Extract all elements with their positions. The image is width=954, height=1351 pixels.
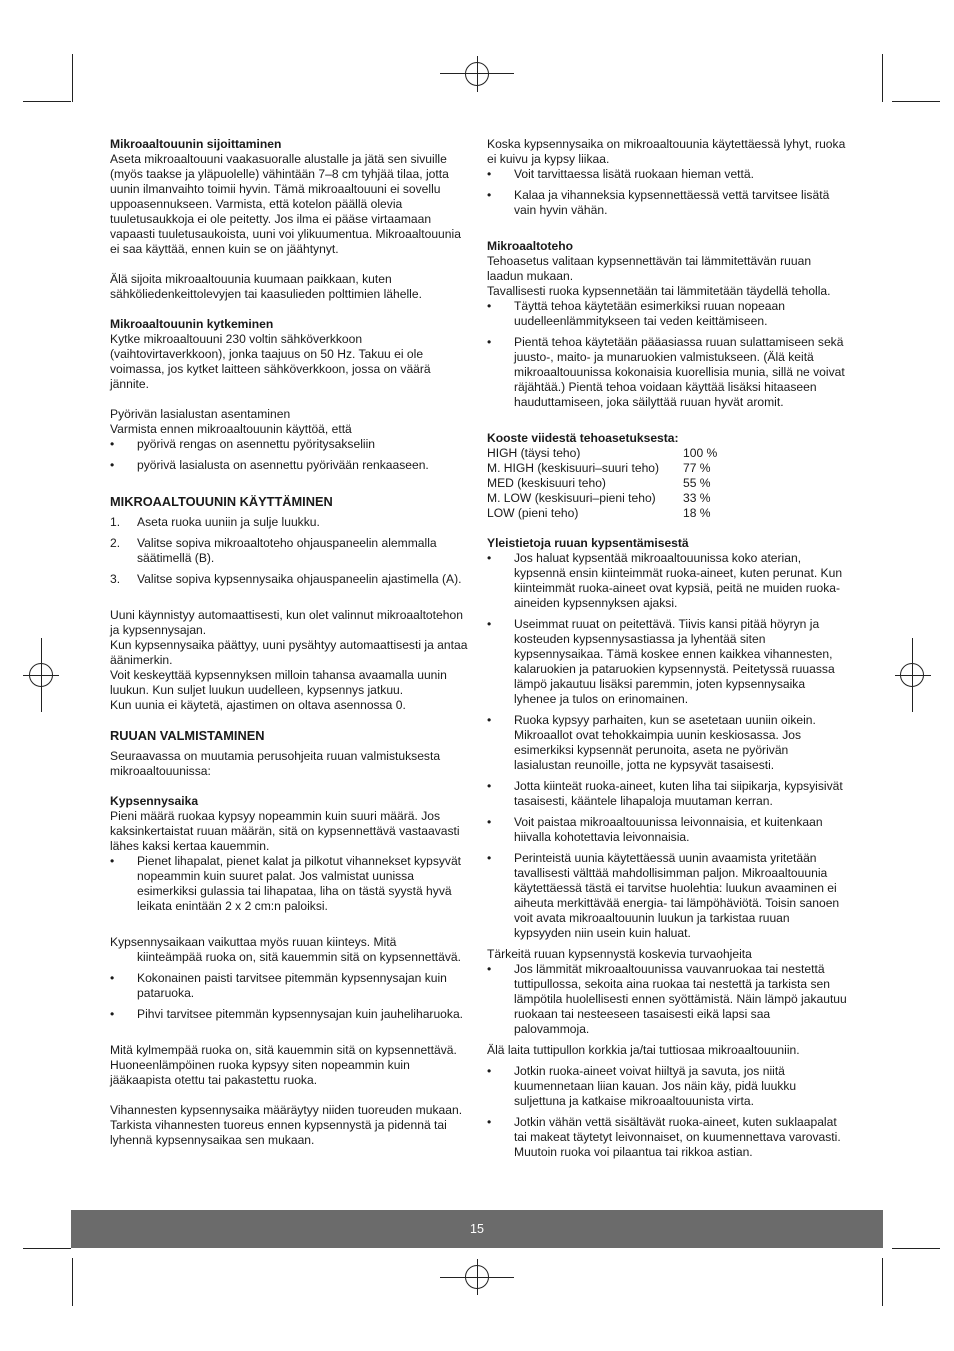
list-number: 2. bbox=[110, 536, 121, 550]
paragraph: Tärkeitä ruuan kypsennystä koskevia turvaohjeita bbox=[487, 947, 752, 961]
section-heading: Yleistietoja ruuan kypsentämisestä bbox=[487, 536, 689, 550]
bullet-list bbox=[487, 167, 847, 218]
power-label: HIGH (täysi teho) bbox=[487, 446, 581, 460]
paragraph: Varmista ennen mikroaaltouunin käyttöä, että bbox=[110, 422, 352, 436]
paragraph: Tehoasetus valitaan kypsennettävän tai lämmitettävän ruuan laadun mukaan. bbox=[487, 254, 812, 283]
bullet-list bbox=[110, 854, 470, 914]
bullet-list bbox=[487, 962, 847, 1037]
list-item: • Jotta kiinteät ruoka-aineet, kuten liha tai siipikarja, kypsyisivät tasaisesti, kääntele lihapaloja muutaman kerran. bbox=[487, 779, 847, 809]
list-item: • Jotkin ruoka-aineet voivat hiiltyä ja savuta, jos niitä kuumennetaan liian kauan. Jos näin käy, pidä luukku suljettuna ja katkaise mikroaaltouunista virta. bbox=[487, 1064, 847, 1109]
paragraph: Pyörivän lasialustan asentaminen bbox=[110, 407, 291, 421]
page-number: 15 bbox=[470, 1222, 484, 1236]
paragraph: Pieni määrä ruokaa kypsyy nopeammin kuin suuri määrä. Jos kaksinkertaistat ruuan määrän, sitä on kypsennettävä vastaavasti lähes kaksi kertaa kauemmin. bbox=[110, 809, 460, 853]
power-value: 33 % bbox=[683, 491, 711, 505]
right-column bbox=[487, 137, 847, 1166]
list-item: • Kokonainen paisti tarvitsee pitemmän kypsennysajan kuin pataruoka. bbox=[110, 971, 470, 1001]
list-text: Valitse sopiva mikroaaltoteho ohjauspaneelin alemmalla säätimellä (B). bbox=[137, 536, 437, 565]
list-item: • Jos lämmität mikroaaltouunissa vauvanruokaa tai nestettä tuttipullossa, sekoita aina ruokaa tai nestettä ja tarkista sen lämpötila huolellisesti ennen syöttämistä. Näin lämpö jakautuu ruokaan tai nesteeseen tasaisesti eikä lapsi saa palovammoja. bbox=[487, 962, 847, 1037]
numbered-list bbox=[110, 515, 470, 587]
section-heading: Kypsennysaika bbox=[110, 794, 199, 808]
list-text: Aseta ruoka uuniin ja sulje luukku. bbox=[137, 515, 320, 529]
main-heading: MIKROAALTOUUNIN KÄYTTÄMINEN bbox=[110, 494, 333, 509]
paragraph: Aseta mikroaaltouuni vaakasuoralle alustalle ja jätä sen sivuille (myös taakse ja yläpuolelle) vähintään 7–8 cm tyhjää tilaa, jotta uunin ilmanvaihto toimii hyvin. Tämä mikroaaltouuni ei sovellu uppoasennukseen. Varmista, että kotelon päällä olevia tuuletusaukkoja ei ole peitetty. Jos ilma ei pääse virtaamaan vapaasti tuuletusaukoista, uuni voi ylikuumentua. Mikroaaltouunia ei saa käyttää, ennen kuin se on jäähtynyt. bbox=[110, 152, 461, 256]
paragraph: kiinteämpää ruoka on, sitä kauemmin sitä on kypsennettävä. bbox=[137, 950, 462, 964]
list-item: • Kalaa ja vihanneksia kypsennettäessä vettä tarvitsee lisätä vain hyvin vähän. bbox=[487, 188, 847, 218]
table-row bbox=[487, 506, 717, 521]
list-item: • pyörivä rengas on asennettu pyöritysakseliin bbox=[110, 437, 470, 452]
paragraph: Älä laita tuttipullon korkkia ja/tai tuttiosaa mikroaaltouuniin. bbox=[487, 1043, 800, 1057]
power-label: M. HIGH (keskisuuri–suuri teho) bbox=[487, 461, 660, 475]
power-value: 100 % bbox=[683, 446, 718, 460]
list-item: • Ruoka kypsyy parhaiten, kun se asetetaan uuniin oikein. Mikroaallot ovat tehokkaimpia uunin keskiosassa. Jos esimerkiksi kypsennät perunoita, aseta ne pyörivän lasialustan reunoille, jotta ne kypsyvät tasaisesti. bbox=[487, 713, 847, 773]
paragraph: Voit keskeyttää kypsennyksen milloin tahansa avaamalla uunin luukun. Kun suljet luukun uudelleen, kypsennys jatkuu. bbox=[110, 668, 447, 697]
list-item bbox=[110, 515, 470, 530]
list-item: • Voit tarvittaessa lisätä ruokaan hieman vettä. bbox=[487, 167, 847, 182]
list-number: 3. bbox=[110, 572, 121, 586]
power-value: 55 % bbox=[683, 476, 711, 490]
power-value: 18 % bbox=[683, 506, 711, 520]
list-text: Valitse sopiva kypsennysaika ohjauspaneelin ajastimella (A). bbox=[137, 572, 462, 586]
section-heading: Mikroaaltouunin kytkeminen bbox=[110, 317, 274, 331]
bullet-list bbox=[110, 437, 470, 473]
paragraph: Kun kypsennysaika päättyy, uuni pysähtyy automaattisesti ja antaa äänimerkin. bbox=[110, 638, 468, 667]
list-item: • Pientä tehoa käytetään pääasiassa ruuan sulattamiseen sekä juusto-, maito- ja munaruokien valmistukseen. (Älä keitä mikroaaltouunissa kokonaisia kuorellisia munia, sillä ne voivat räjähtää.) Pientä tehoa voidaan käyttää lisäksi hitaaseen hauduttamiseen, joka säilyttää ruuan hyvät aromit. bbox=[487, 335, 847, 410]
power-table bbox=[487, 446, 717, 521]
list-item: • Pihvi tarvitsee pitemmän kypsennysajan kuin jauheliharuoka. bbox=[110, 1007, 470, 1022]
list-item bbox=[110, 572, 470, 587]
power-label: MED (keskisuuri teho) bbox=[487, 476, 606, 490]
paragraph: Kypsennysaikaan vaikuttaa myös ruuan kiinteys. Mitä bbox=[110, 935, 397, 949]
table-row bbox=[487, 461, 717, 476]
list-item: • Useimmat ruuat on peitettävä. Tiivis kansi pitää höyryn ja kosteuden kypsennysastiassa ja lyhentää siten kypsennysaikaa. Tämä koskee ennen kaikkea vihannesten, kalaruokien ja pataruokien kypsennystä. Peitetyssä ruuassa lämpö jakautuu lisäksi paremmin, joten kypsennysaika lyhenee ja tulos on erinomainen. bbox=[487, 617, 847, 707]
bullet-list bbox=[110, 971, 470, 1022]
bullet-list bbox=[487, 299, 847, 410]
table-row bbox=[487, 446, 717, 461]
list-item: • Voit paistaa mikroaaltouunissa leivonnaisia, et kuitenkaan hiivalla kohotettavia leivonnaisia. bbox=[487, 815, 847, 845]
paragraph: Älä sijoita mikroaaltouunia kuumaan paikkaan, kuten sähköliedenkeittolevyjen tai kaasulieden polttimien lähelle. bbox=[110, 272, 422, 301]
paragraph: Mitä kylmempää ruoka on, sitä kauemmin sitä on kypsennettävä. Huoneenlämpöinen ruoka kypsyy siten nopeammin kuin jääkaapista otettu tai pakastettu ruoka. bbox=[110, 1043, 457, 1087]
section-heading: Mikroaaltoteho bbox=[487, 239, 574, 253]
table-row bbox=[487, 476, 717, 491]
list-item: • Täyttä tehoa käytetään esimerkiksi ruuan nopeaan uudelleenlämmitykseen tai veden keittämiseen. bbox=[487, 299, 847, 329]
list-item bbox=[110, 536, 470, 566]
list-item: • Jos haluat kypsentää mikroaaltouunissa koko aterian, kypsennä ensin kiinteimmät ruoka-aineet, kuten perunat. Kun kiinteimmät ruoka-aineet ovat kypsiä, peitä ne muiden ruoka-aineiden kypsennyksen ajaksi. bbox=[487, 551, 847, 611]
list-item: • Jotkin vähän vettä sisältävät ruoka-aineet, kuten suklaapalat tai makeat täytetyt leivonnaiset, on kuumennettava varovasti. Muutoin ruoka voi pilaantua tai rikkoa astian. bbox=[487, 1115, 847, 1160]
paragraph: Seuraavassa on muutamia perusohjeita ruuan valmistuksesta mikroaaltouunissa: bbox=[110, 749, 441, 778]
bullet-list bbox=[487, 1064, 847, 1160]
left-column bbox=[110, 137, 470, 1148]
list-item: • pyörivä lasialusta on asennettu pyörivään renkaaseen. bbox=[110, 458, 470, 473]
list-item: • Perinteistä uunia käytettäessä uunin avaamista yritetään tavallisesti välttää mahdollisimman paljon. Mikroaaltouunia käytettäessä tästä ei tarvitse huolehtia: luukun avaaminen ei aiheuta merkittävää energia- tai lämpöhäviötä. Toisin sanoen voit avata mikroaaltouunin luukun ja tarkistaa ruuan kypsyyden niin usein kuin haluat. bbox=[487, 851, 847, 941]
list-item: • Pienet lihapalat, pienet kalat ja pilkotut vihannekset kypsyvät nopeammin kuin suuret palat. Jos valmistat uunissa esimerkiksi gulassia tai lihapataa, liha on tästä syystä hyvä leikata enintään 2 x 2 cm:n paloiksi. bbox=[110, 854, 470, 914]
bullet-list bbox=[487, 551, 847, 941]
paragraph: Kun uunia ei käytetä, ajastimen on oltava asennossa 0. bbox=[110, 698, 406, 712]
power-label: LOW (pieni teho) bbox=[487, 506, 579, 520]
table-row bbox=[487, 491, 717, 506]
paragraph: Tavallisesti ruoka kypsennetään tai lämmitetään täydellä teholla. bbox=[487, 284, 831, 298]
main-heading: RUUAN VALMISTAMINEN bbox=[110, 728, 265, 743]
section-heading: Mikroaaltouunin sijoittaminen bbox=[110, 137, 282, 151]
power-value: 77 % bbox=[683, 461, 711, 475]
paragraph: Vihannesten kypsennysaika määräytyy niiden tuoreuden mukaan. Tarkista vihannesten tuoreus ennen kypsennystä ja pidennä tai lyhennä kypsennysaikaa sen mukaan. bbox=[110, 1103, 463, 1147]
paragraph: Uuni käynnistyy automaattisesti, kun olet valinnut mikroaaltotehon ja kypsennysajan. bbox=[110, 608, 463, 637]
list-number: 1. bbox=[110, 515, 121, 529]
power-label: M. LOW (keskisuuri–pieni teho) bbox=[487, 491, 656, 505]
paragraph: Koska kypsennysaika on mikroaaltouunia käytettäessä lyhyt, ruoka ei kuivu ja kypsy liikaa. bbox=[487, 137, 846, 166]
section-heading: Kooste viidestä tehoasetuksesta: bbox=[487, 431, 679, 445]
paragraph: Kytke mikroaaltouuni 230 voltin sähköverkkoon (vaihtovirtaverkkoon), jonka taajuus on 50 Hz. Takuu ei ole voimassa, jos kytket laitteen sähköverkkoon, jossa on väärä jännite. bbox=[110, 332, 431, 391]
footer-bar bbox=[71, 1210, 883, 1248]
